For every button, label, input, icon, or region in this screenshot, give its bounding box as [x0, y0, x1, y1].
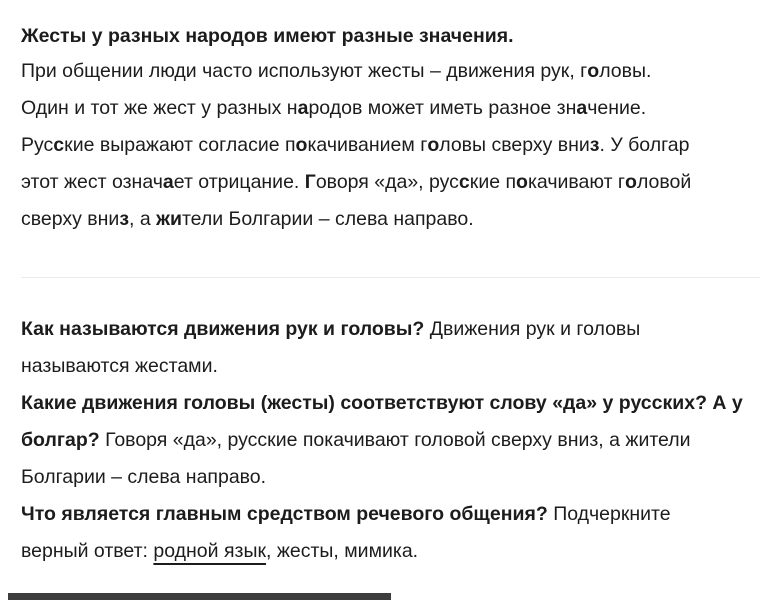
text-segment: оворя «да», рус: [315, 171, 459, 193]
text-segment: сверху вни: [21, 208, 120, 230]
text-segment: качивают г: [527, 171, 626, 193]
text-segment: Говоря «да», русские покачивают головой сверху вниз, а жители: [99, 429, 691, 451]
bold-text-segment: о: [516, 171, 528, 193]
text-segment: кие выражают согласие п: [64, 134, 296, 156]
bold-text-segment: Какие движения головы (жесты) соответствуют слову «да» у русских? А у: [21, 392, 743, 414]
bold-text-segment: о: [625, 171, 637, 193]
questions-block: [21, 311, 760, 570]
bold-text-segment: о: [587, 60, 600, 82]
question-1: [21, 311, 760, 385]
text-segment: этот жест означ: [21, 171, 163, 193]
bold-text-segment: а: [162, 171, 174, 193]
bold-text-segment: болгар?: [21, 429, 100, 451]
text-segment: родов может иметь разное зн: [308, 97, 577, 119]
bold-text-segment: жи: [156, 208, 182, 230]
text-segment: Рус: [21, 134, 54, 156]
bold-text-segment: с: [458, 171, 470, 193]
bold-text-segment: о: [295, 134, 308, 156]
underlined-answer: родной язык: [153, 540, 267, 562]
text-segment: При общении люди часто используют жесты – движения рук, г: [21, 60, 588, 82]
text-segment: , жесты, мимика.: [266, 540, 419, 562]
bold-text-segment: з: [119, 208, 130, 230]
text-segment: Болгарии – слева направо.: [21, 466, 267, 488]
text-segment: , а: [129, 208, 157, 230]
bold-text-segment: с: [53, 134, 65, 156]
question-3: [21, 496, 760, 570]
bold-text-segment: а: [576, 97, 588, 119]
bold-text-segment: а: [297, 97, 309, 119]
lesson-paragraph: [21, 53, 760, 238]
question-2: [21, 385, 760, 496]
next-block-top-edge: [8, 593, 391, 600]
bold-text-segment: Как называются движения рук и головы?: [21, 318, 425, 340]
page-title: Жесты у разных народов имеют разные значения.: [21, 25, 514, 47]
text-segment: чение.: [587, 97, 647, 119]
text-segment: . У болгар: [599, 134, 690, 156]
text-segment: Один и тот же жест у разных н: [21, 97, 298, 119]
bold-text-segment: Что является главным средством речевого общения?: [21, 503, 548, 525]
bold-text-segment: з: [589, 134, 600, 156]
text-segment: тели Болгарии – слева направо.: [181, 208, 474, 230]
text-segment: кие п: [469, 171, 517, 193]
text-segment: ловы сверху вни: [439, 134, 590, 156]
text-segment: называются жестами.: [21, 355, 218, 377]
text-segment: ловой: [636, 171, 692, 193]
text-segment: Движения рук и головы: [424, 318, 641, 340]
section-divider: [21, 277, 760, 278]
text-segment: Подчеркните: [547, 503, 671, 525]
bold-text-segment: Г: [304, 171, 316, 193]
text-segment: ет отрицание.: [173, 171, 305, 193]
text-segment: качиванием г: [307, 134, 428, 156]
text-segment: ловы.: [599, 60, 652, 82]
bold-text-segment: о: [427, 134, 440, 156]
text-segment: верный ответ:: [21, 540, 154, 562]
